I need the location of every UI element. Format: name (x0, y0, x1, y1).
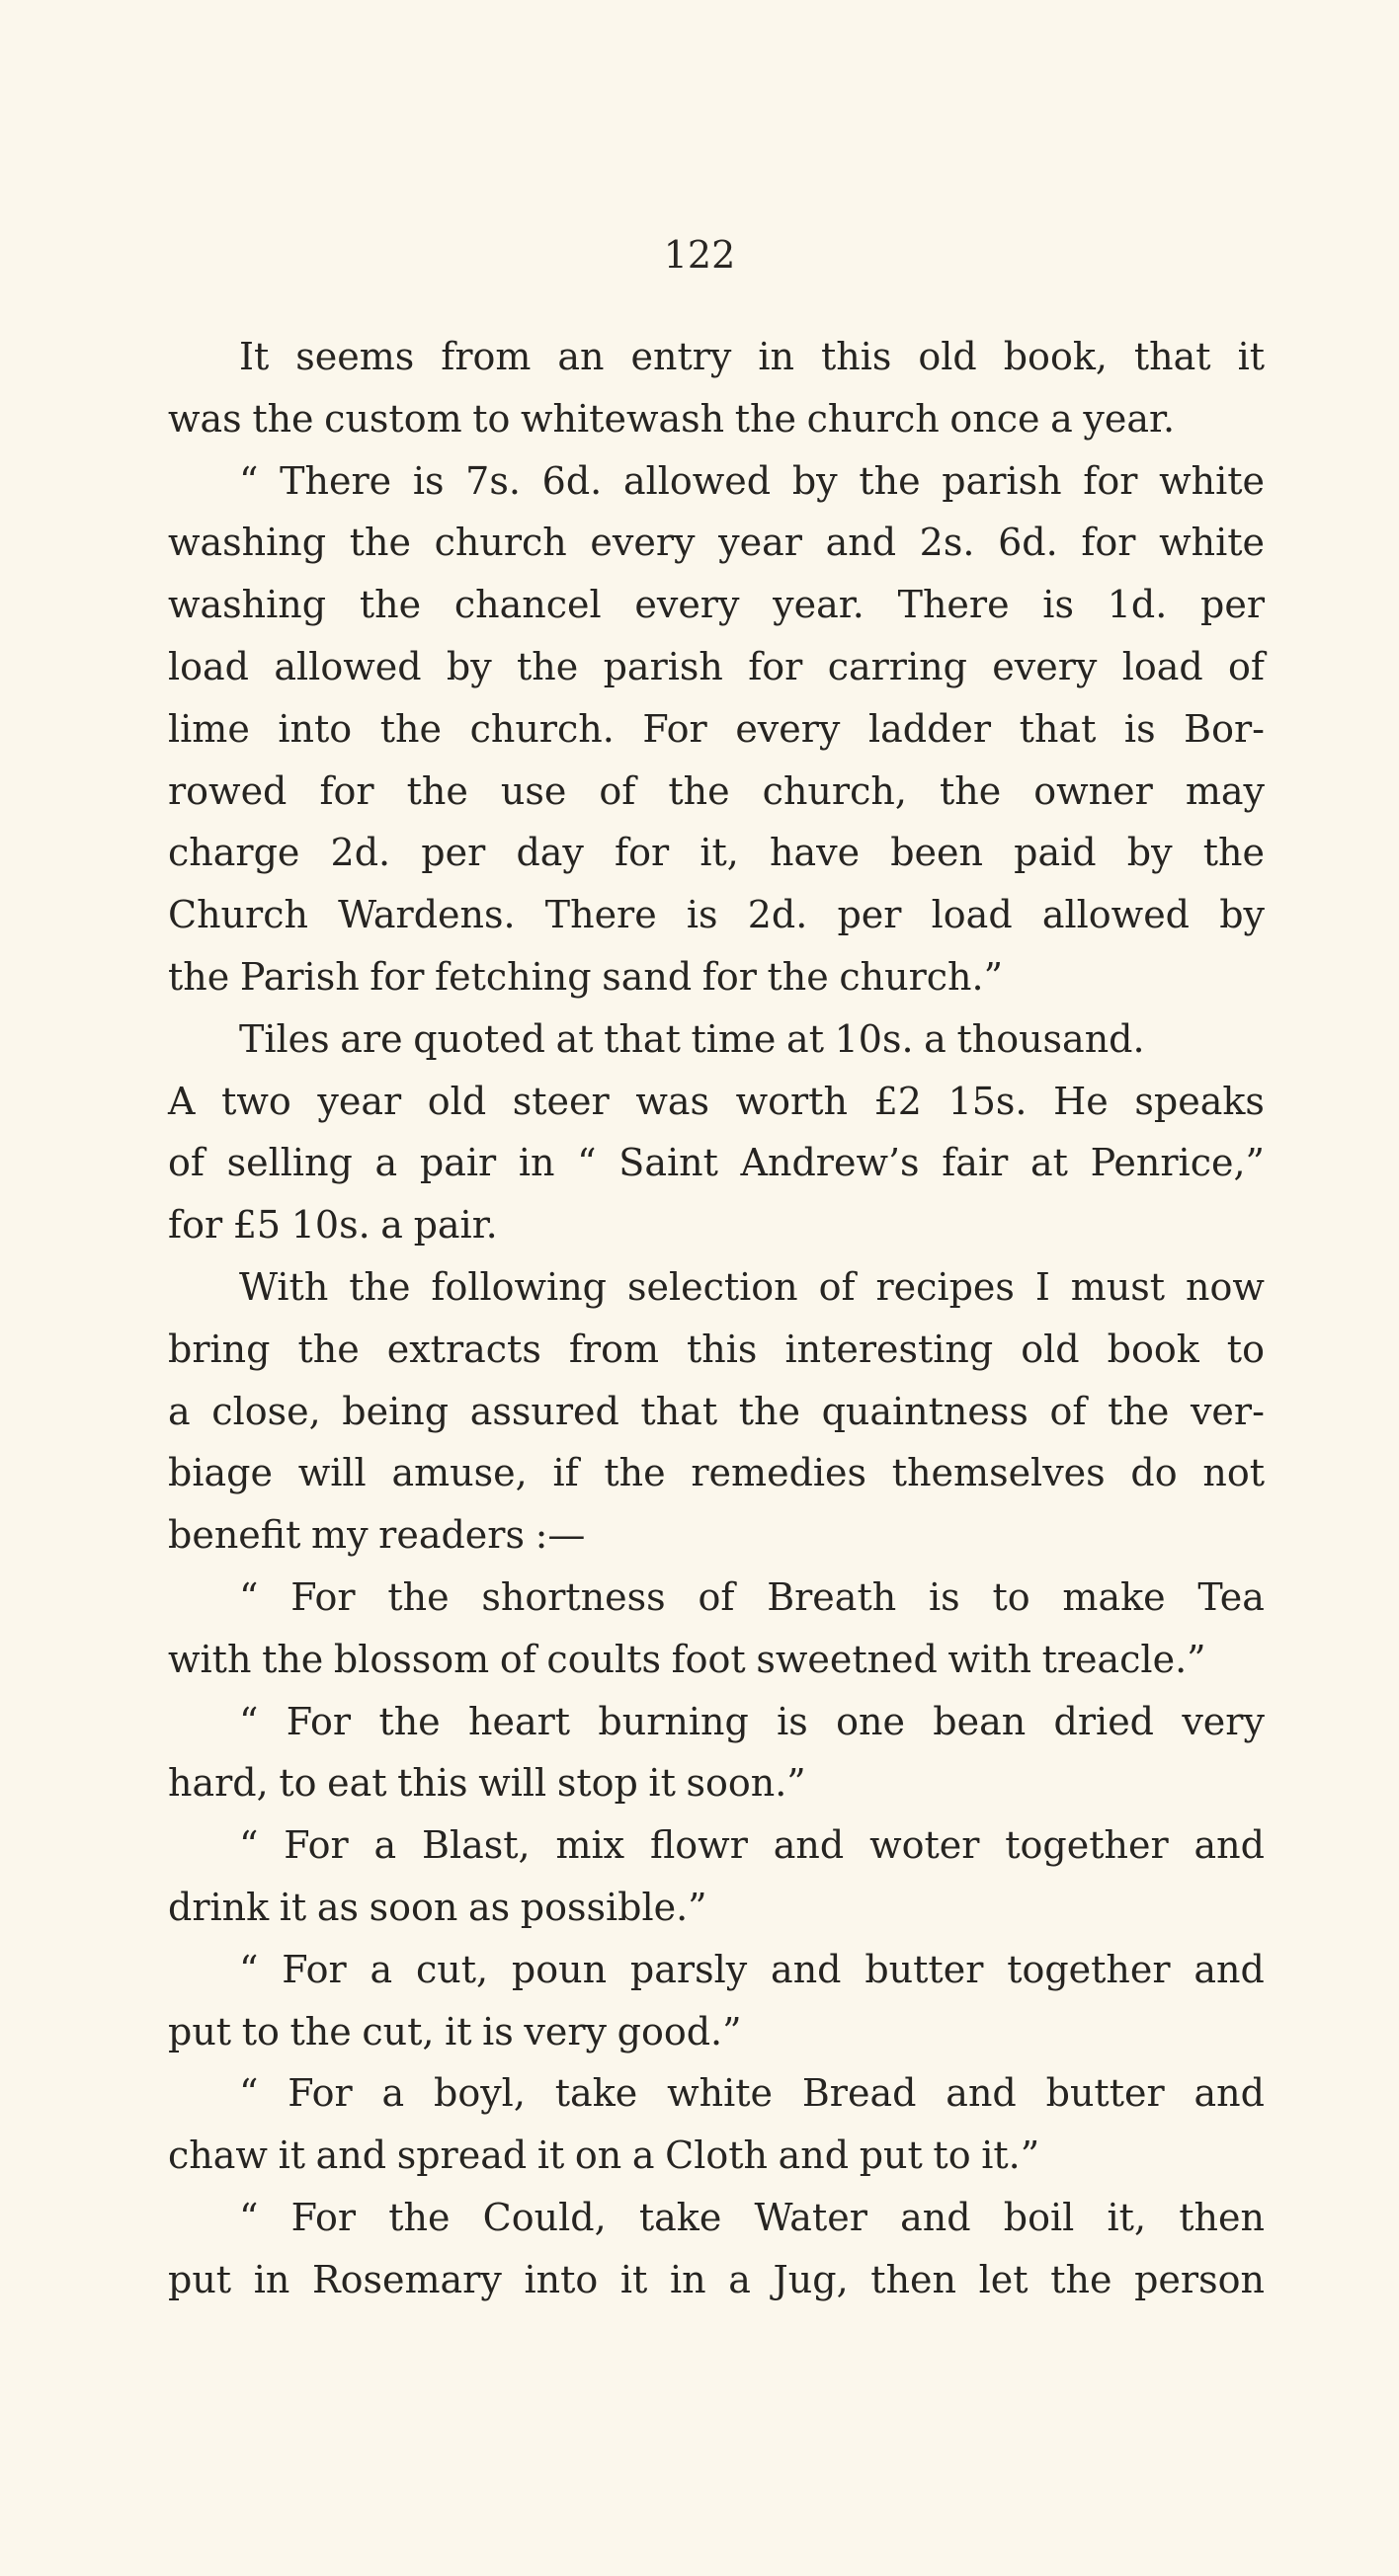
text-line: charge 2d. per day for it, have been paid by the (168, 831, 1265, 875)
text-line: drink it as soon as possible.” (168, 1885, 707, 1929)
text-line: washing the chancel every year. There is 1d. per (168, 583, 1265, 627)
text-line: It seems from an entry in this old book, that it (239, 335, 1265, 378)
text-line: put to the cut, it is very good.” (168, 2009, 742, 2053)
text-line: load allowed by the parish for carring every load of (168, 644, 1265, 688)
text-line: lime into the church. For every ladder that is Bor- (168, 706, 1265, 751)
text-line: “ For a boyl, take white Bread and butter and (239, 2071, 1265, 2116)
text-line: washing the church every year and 2s. 6d. for white (168, 521, 1265, 565)
text-line: put in Rosemary into it in a Jug, then let the person (168, 2257, 1265, 2301)
text-line: bring the extracts from this interesting old book to (168, 1327, 1265, 1371)
text-line: the Parish for fetching sand for the church.” (168, 954, 1004, 999)
text-line: rowed for the use of the church, the owner may (168, 768, 1265, 813)
text-line: A two year old steer was worth £2 15s. He speaks (168, 1079, 1265, 1123)
text-line: “ For the heart burning is one bean dried very (239, 1699, 1265, 1743)
text-line: hard, to eat this will stop it soon.” (168, 1761, 806, 1806)
text-line: “ For a cut, poun parsly and butter together and (239, 1947, 1265, 1991)
text-line: “ For a Blast, mix flowr and woter together and (239, 1823, 1265, 1868)
text-line: “ There is 7s. 6d. allowed by the parish for white (239, 458, 1265, 503)
text-line: with the blossom of coults foot sweetned with treacle.” (168, 1637, 1206, 1681)
text-line: With the following selection of recipes I must now (239, 1264, 1265, 1309)
text-line: of selling a pair in “ Saint Andrew’s fair at Penrice,” (168, 1141, 1265, 1185)
text-line: benefit my readers :— (168, 1513, 586, 1558)
text-line: “ For the Could, take Water and boil it, then (239, 2195, 1265, 2239)
text-line: Church Wardens. There is 2d. per load allowed by (168, 893, 1265, 937)
text-line: “ For the shortness of Breath is to make Tea (239, 1574, 1265, 1619)
text-line: a close, being assured that the quaintness of the ver- (168, 1389, 1265, 1433)
text-line: biage will amuse, if the remedies themselves do not (168, 1451, 1265, 1495)
body-text (168, 326, 1265, 2311)
text-line: for £5 10s. a pair. (168, 1203, 498, 1248)
text-line: was the custom to whitewash the church once a year. (168, 396, 1176, 441)
page-number: 122 (663, 233, 736, 277)
text-line: chaw it and spread it on a Cloth and put to it.” (168, 2133, 1040, 2178)
text-line: Tiles are quoted at that time at 10s. a thousand. (239, 1016, 1145, 1061)
